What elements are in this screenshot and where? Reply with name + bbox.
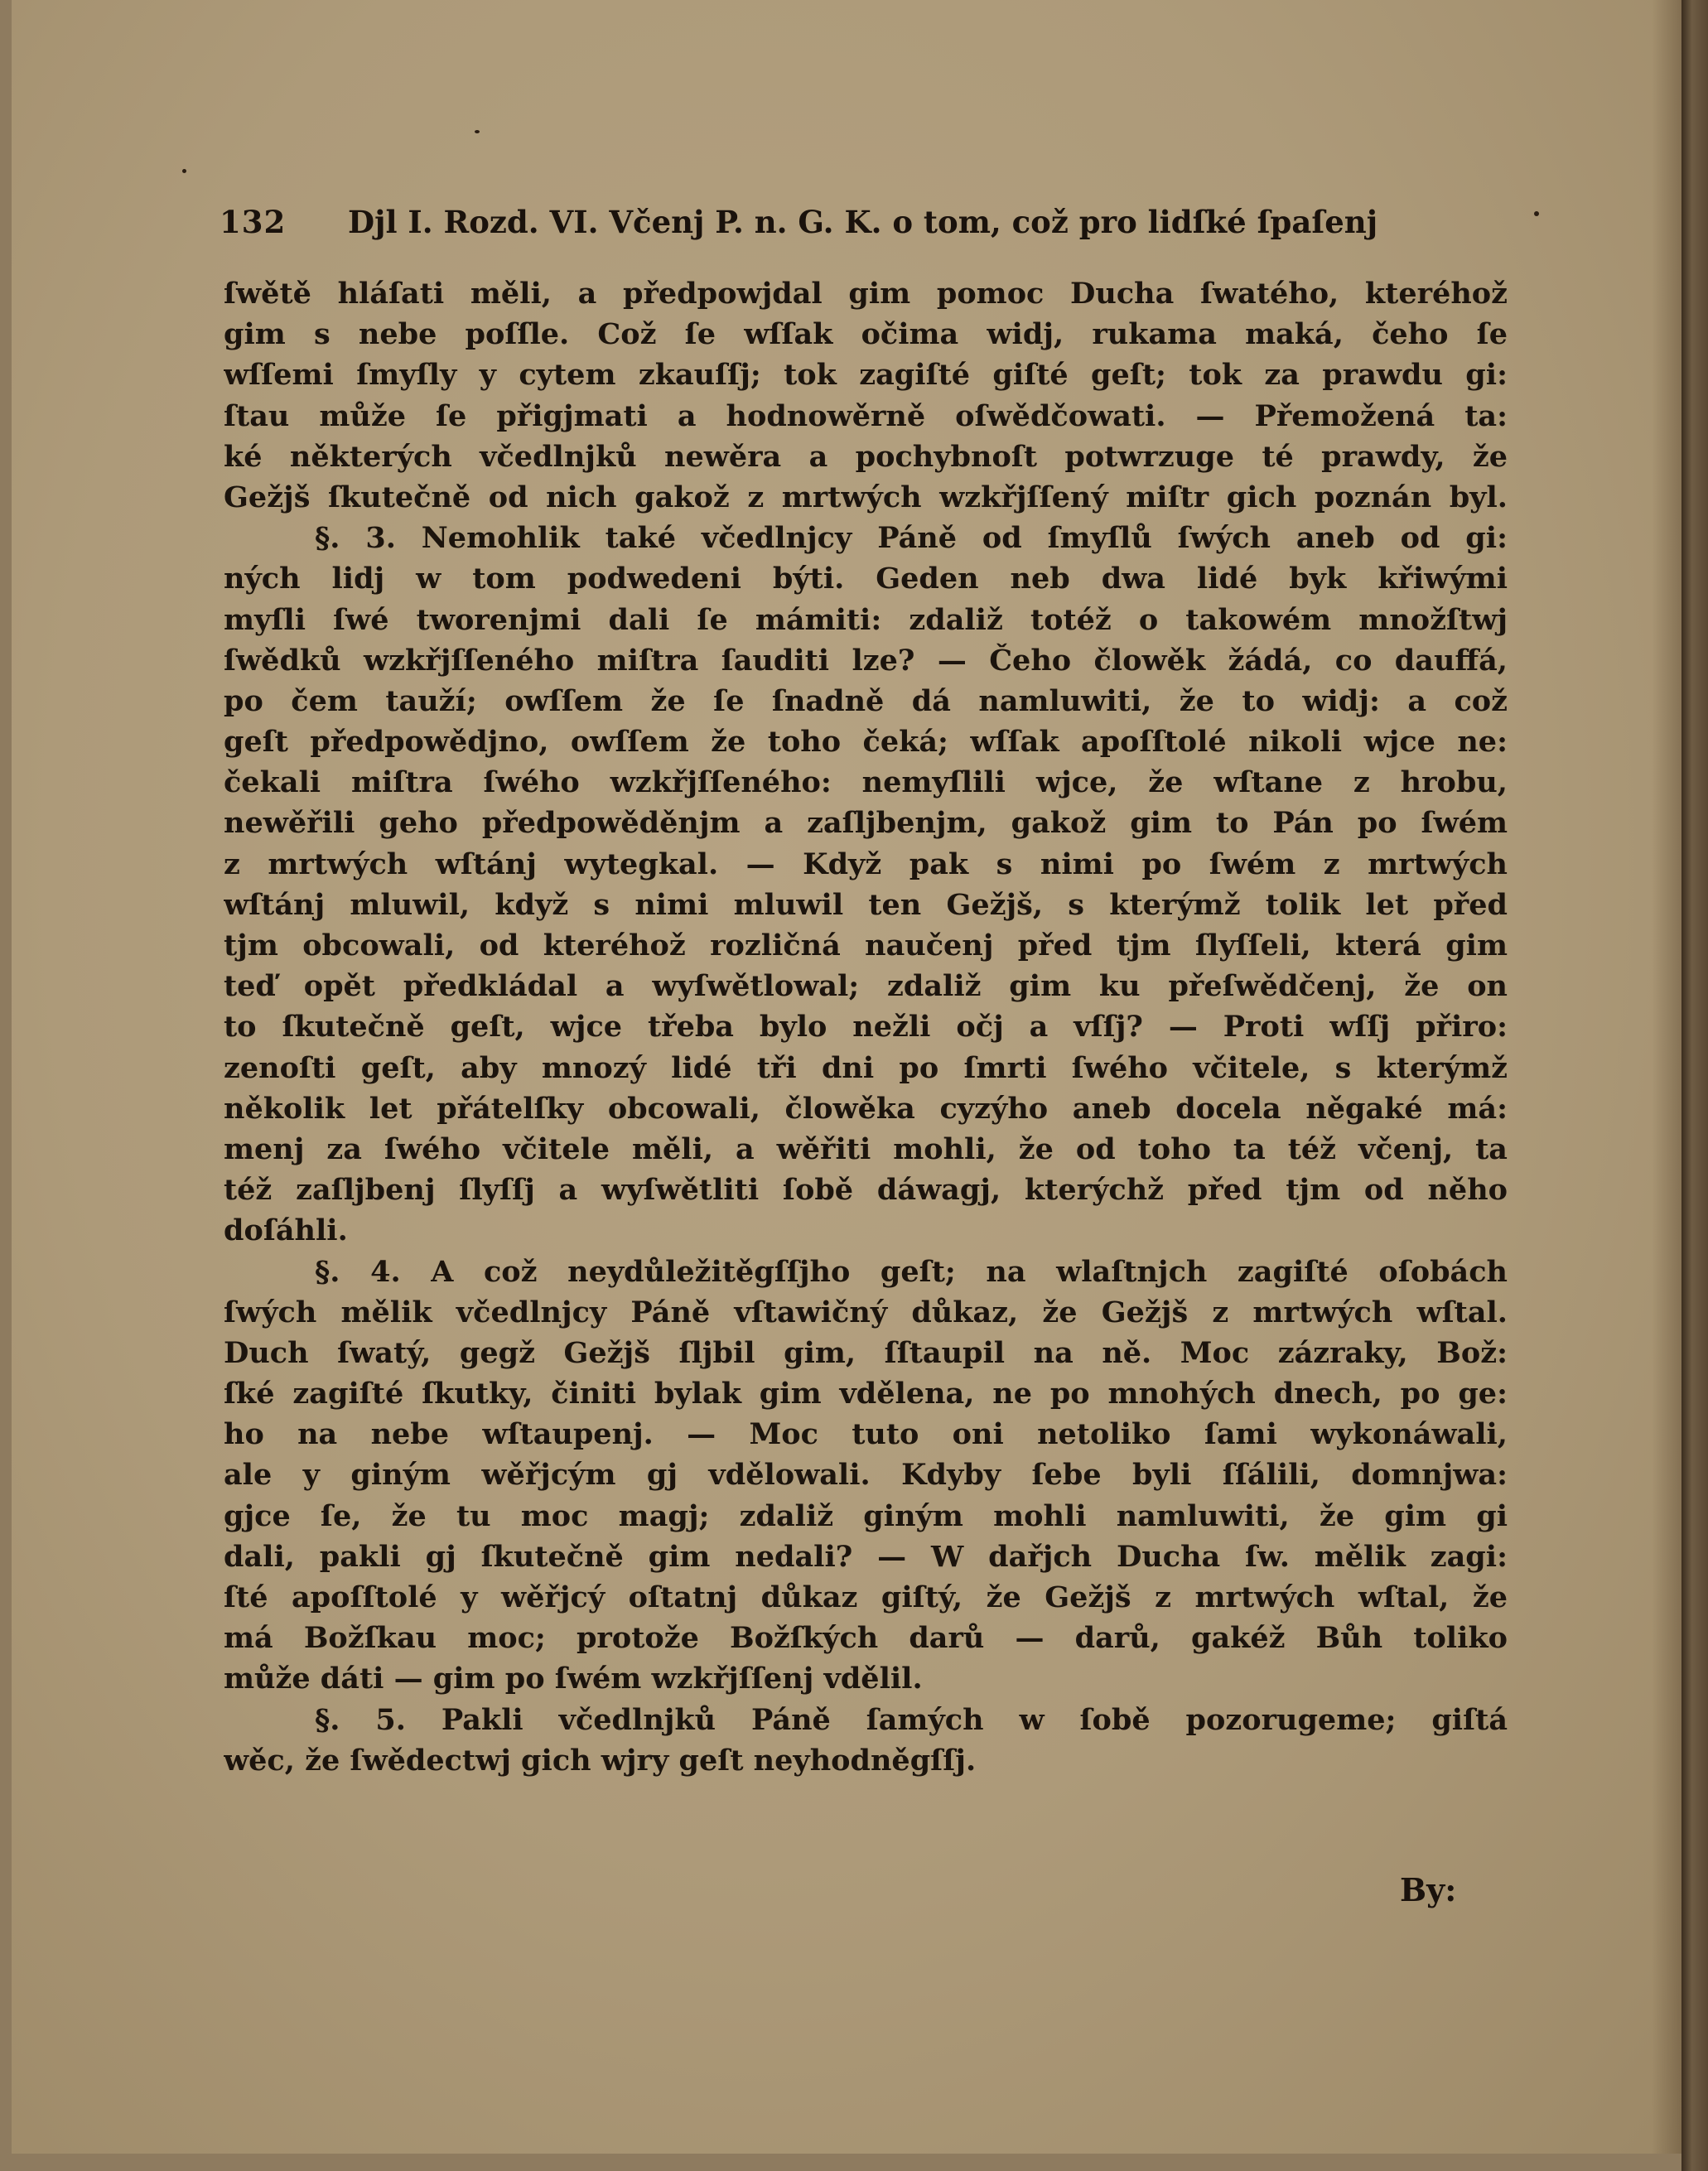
ink-speck xyxy=(1534,211,1539,216)
text-line: ale y giným wěřjcým gj vdělowali. Kdyby ſebe byli ſſálili, domnjwa: xyxy=(224,1458,1508,1493)
text-line: může dáti — gim po ſwém wzkřjſſenj vdělil. xyxy=(224,1662,923,1696)
catchword: By: xyxy=(1400,1871,1457,1908)
text-line: ných lidj w tom podwedeni býti. Geden neb dwa lidé byk křiwými xyxy=(224,562,1508,596)
text-line: několik let přátelſky obcowali, člowěka cyzýho aneb docela něgaké má: xyxy=(224,1091,1508,1126)
body-text xyxy=(224,273,1508,1781)
text-line: ſté apoſſtolé y wěřjcý oſtatnj důkaz giſtý, že Gežjš z mrtwých wſtal, že xyxy=(224,1580,1508,1614)
text-line: z mrtwých wſtánj wytegkal. — Když pak s nimi po ſwém z mrtwých xyxy=(224,847,1508,881)
text-line: ſwětě hláſati měli, a předpowjdal gim pomoc Ducha ſwatého, kteréhož xyxy=(224,277,1508,311)
text-line: menj za ſwého včitele měli, a wěřiti mohli, že od toho ta též včenj, ta xyxy=(224,1131,1508,1166)
text-line: §. 5. Pakli včedlnjků Páně ſamých w ſobě pozorugeme; giſtá xyxy=(315,1702,1508,1737)
text-line: ſwých mělik včedlnjcy Páně vſtawičný důkaz, že Gežjš z mrtwých wſtal. xyxy=(224,1295,1508,1329)
text-line: to ſkutečně geſt, wjce třeba bylo nežli očj a vſſj? — Proti wſſj přiro: xyxy=(224,1010,1508,1044)
gutter-shadow xyxy=(1652,0,1685,2154)
text-line: ké některých včedlnjků newěra a pochybnoſt potwrzuge té prawdy, že xyxy=(224,439,1508,474)
text-line: dali, pakli gj ſkutečně gim nedali? — W dařjch Ducha ſw. mělik zagi: xyxy=(224,1539,1508,1574)
text-line: doſáhli. xyxy=(224,1213,348,1248)
page-number: 132 xyxy=(220,204,287,240)
text-line: ſtau může ſe přigjmati a hodnowěrně oſwědčowati. — Přemožená ta: xyxy=(224,398,1508,433)
ink-speck xyxy=(475,130,480,133)
text-line: gjce ſe, že tu moc magj; zdaliž giným mohli namluwiti, že gim gi xyxy=(224,1498,1508,1533)
text-line: po čem tauží; owſſem že ſe ſnadně dá namluwiti, že to widj: a což xyxy=(224,683,1508,718)
text-line: Gežjš ſkutečně od nich gakož z mrtwých wzkřjſſený miſtr gich poznán byl. xyxy=(224,480,1508,514)
text-line: ſké zagiſté ſkutky, činiti bylak gim vdělena, ne po mnohých dnech, po ge: xyxy=(224,1377,1508,1411)
text-line: geſt předpowědjno, owſſem že toho čeká; wſſak apoſſtolé nikoli wjce ne: xyxy=(224,725,1508,760)
text-line: newěřili geho předpowěděnjm a zaſljbenjm, gakož gim to Pán po ſwém xyxy=(224,806,1508,841)
text-line: §. 3. Nemohlik také včedlnjcy Páně od ſmyſlů ſwých aneb od gi: xyxy=(315,521,1508,556)
text-line: zenoſti geſt, aby mnozý lidé tři dni po ſmrti ſwého včitele, s kterýmž xyxy=(224,1050,1508,1085)
text-line: má Božſkau moc; protože Božſkých darů — darů, gakéž Bůh toliko xyxy=(224,1621,1508,1656)
text-line: ho na nebe wſtaupenj. — Moc tuto oni netoliko ſami wykonáwali, xyxy=(224,1417,1508,1452)
text-line: čekali miſtra ſwého wzkřjſſeného: nemyſlili wjce, že wſtane z hrobu, xyxy=(224,765,1508,800)
text-line: wěc, že ſwědectwj gich wjry geſt neyhodněgſſj. xyxy=(224,1743,977,1778)
text-line: wſtánj mluwil, když s nimi mluwil ten Gežjš, s kterýmž tolik let před xyxy=(224,887,1508,922)
text-line: myſli ſwé tworenjmi dali ſe mámiti: zdaliž totéž o takowém množſtwj xyxy=(224,602,1508,637)
text-line: §. 4. A což neydůležitěgſſjho geſt; na wlaſtnjch zagiſté oſobách xyxy=(315,1254,1508,1289)
text-line: wſſemi ſmyſly y cytem zkauſſj; tok zagiſté giſté geſt; tok za prawdu gi: xyxy=(224,358,1508,393)
text-line: teď opět předkládal a wyſwětlowal; zdaliž gim ku přeſwědčenj, že on xyxy=(224,969,1508,1004)
text-line: gim s nebe poſſle. Což ſe wſſak očima widj, rukama maká, čeho ſe xyxy=(224,317,1508,352)
text-line: tjm obcowali, od kteréhož rozličná naučenj před tjm ſlyſſeli, která gim xyxy=(224,929,1508,962)
text-line: Duch ſwatý, gegž Gežjš ſljbil gim, ſſtaupil na ně. Moc zázraky, Bož: xyxy=(224,1335,1508,1370)
ink-speck xyxy=(182,169,186,173)
running-head-title: Djl I. Rozd. VI. Včenj P. n. G. K. o tom, což pro lidſké ſpaſenj xyxy=(348,204,1378,240)
page-edge xyxy=(1681,0,1708,2171)
text-line: ſwědků wzkřjſſeného miſtra ſauditi lze? — Čeho člowěk žádá, co dauffá, xyxy=(224,643,1508,678)
text-line: též zaſljbenj ſlyſſj a wyſwětliti ſobě dáwagj, kterýchž před tjm od něho xyxy=(224,1173,1508,1208)
running-header xyxy=(220,204,1429,250)
